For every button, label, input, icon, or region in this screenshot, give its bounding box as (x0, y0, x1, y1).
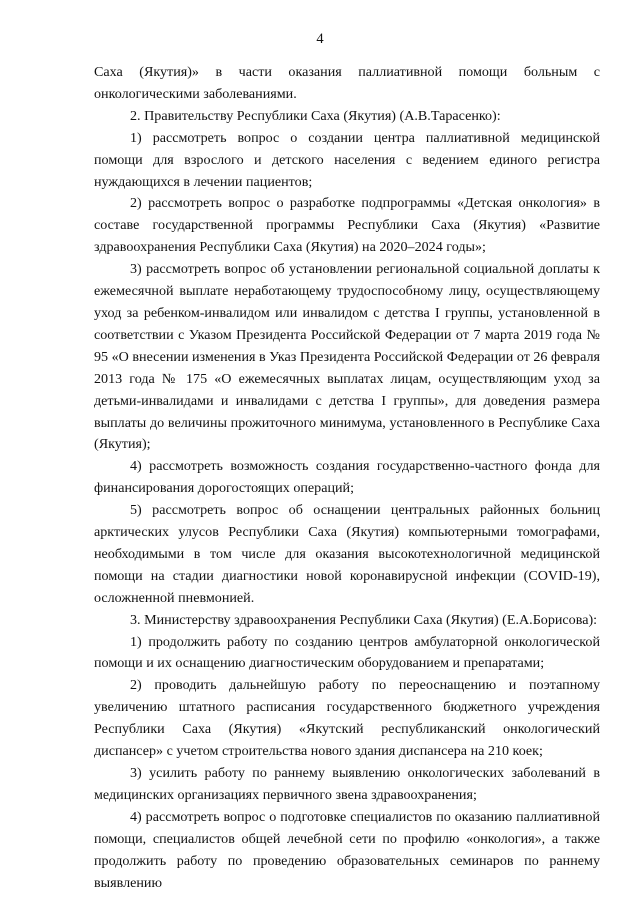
paragraph-item-2-3: 3) рассмотреть вопрос об установлении региональной социальной доплаты к ежемесячной выплате неработающему трудоспособному лицу, осуществляющему уход за ребенком-инвалидом или инвалидом с детства I группы, установленной в соответствии с Указом Президента Российской Федерации от 7 марта 2019 года № 95 «О внесении изменения в Указ Президента Российской Федерации от 26 февраля 2013 года № 175 «О ежемесячных выплатах лицам, осуществляющим уход за детьми-инвалидами и инвалидами с детства I группы», для доведения размера выплаты до величины прожиточного минимума, установленного в Республике Саха (Якутия); (94, 261, 600, 453)
paragraph-item-3-3: 3) усилить работу по раннему выявлению онкологических заболеваний в медицинских организациях первичного звена здравоохранения; (94, 765, 600, 803)
paragraph-item-2-5: 5) рассмотреть вопрос об оснащении центральных районных больниц арктических улусов Республики Саха (Якутия) компьютерными томографами, необходимыми в том числе для оказания высокотехнологичной медицинской помощи на стадии диагностики новой коронавирусной инфекции (COVID-19), осложненной пневмонией. (94, 502, 600, 606)
paragraph-continuation: Саха (Якутия)» в части оказания паллиативной помощи больным с онкологическими заболеваниями. (94, 64, 600, 102)
paragraph-section-3-heading: 3. Министерству здравоохранения Республики Саха (Якутия) (Е.А.Борисова): (130, 611, 598, 628)
paragraph-item-2-2: 2) рассмотреть вопрос о разработке подпрограммы «Детская онкология» в составе государственной программы Республики Саха (Якутия) «Развитие здравоохранения Республики Саха (Якутия) на 2020–2024 годы»; (94, 195, 600, 256)
paragraph-item-2-1: 1) рассмотреть вопрос о создании центра паллиативной медицинской помощи для взрослого и детского населения с ведением единого регистра нуждающихся в лечении пациентов; (94, 129, 600, 190)
paragraph-item-3-2: 2) проводить дальнейшую работу по переоснащению и поэтапному увеличению штатного расписания государственного бюджетного учреждения Республики Саха (Якутия) «Якутский республиканский онкологический диспансер» с учетом строительства нового здания диспансера на 210 коек; (94, 677, 600, 760)
paragraph-section-2-heading: 2. Правительству Республики Саха (Якутия) (А.В.Тарасенко): (130, 107, 501, 124)
paragraph-item-2-4: 4) рассмотреть возможность создания государственно-частного фонда для финансирования дорогостоящих операций; (94, 458, 600, 497)
paragraph-item-3-1: 1) продолжить работу по созданию центров амбулаторной онкологической помощи и их оснащению диагностическим оборудованием и препаратами; (94, 633, 600, 672)
paragraph-item-3-4: 4) рассмотреть вопрос о подготовке специалистов по оказанию паллиативной помощи, специалистов общей лечебной сети по профилю «онкология», а также продолжить работу по проведению образовательных семинаров по раннему выявлению (94, 808, 600, 891)
page-number: 4 (316, 31, 324, 47)
document-body (94, 62, 600, 894)
